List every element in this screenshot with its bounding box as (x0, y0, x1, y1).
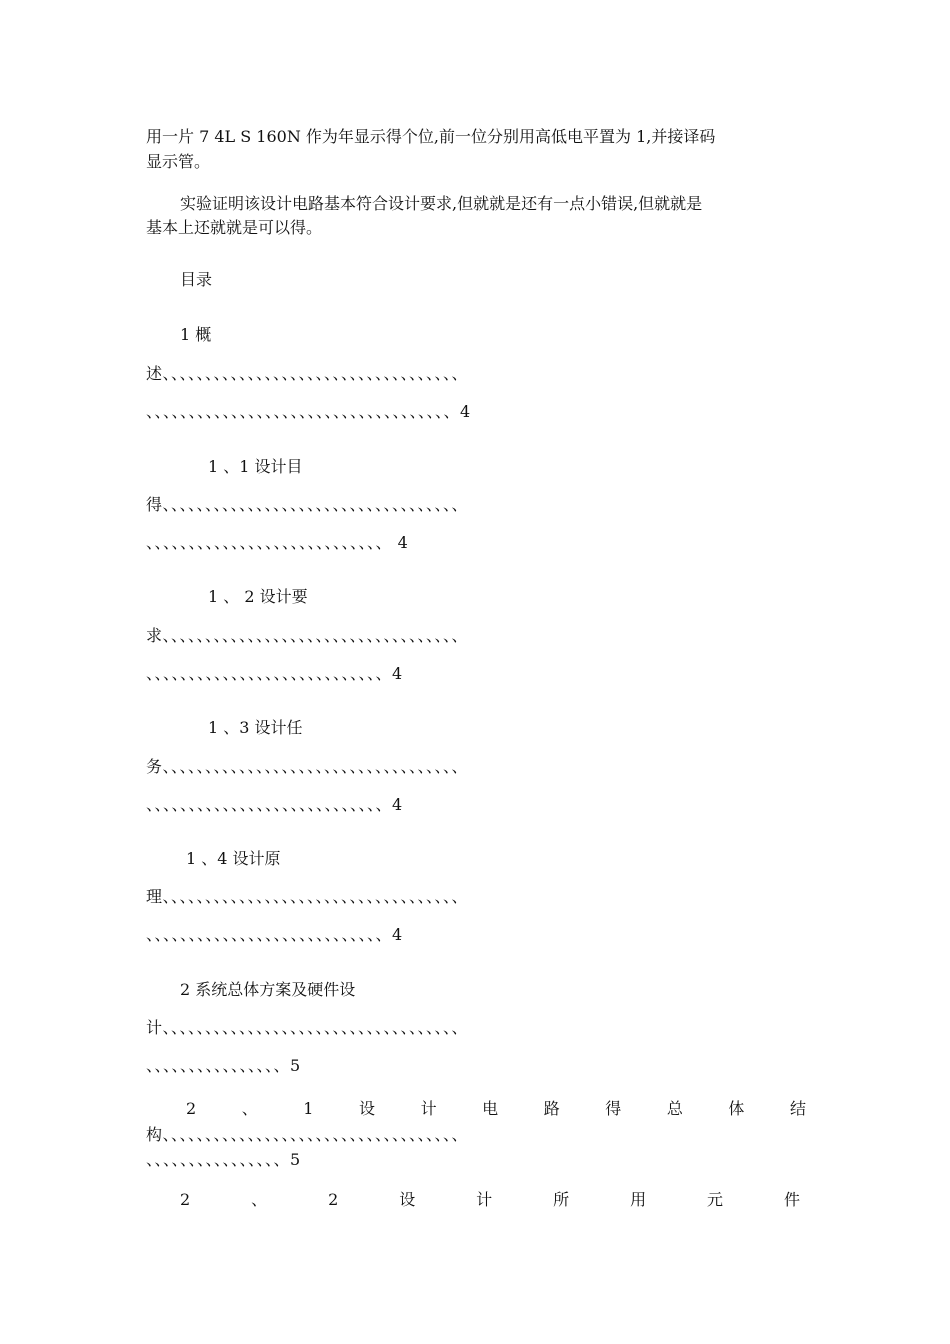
toc-entry-label: 1 、3 设计任 (208, 718, 303, 737)
label-part: 体 (728, 1099, 745, 1118)
toc-entry-leader-page: 、、、、、、、、、、、、、、、、5 (146, 1150, 301, 1169)
toc-entry-leader-page: 、、、、、、、、、、、、、、、、、、、、、、、、、、、、4 (146, 925, 403, 944)
toc-entry-label-justified (186, 1098, 806, 1120)
label-part: 路 (543, 1099, 560, 1118)
label-part: 结 (789, 1099, 806, 1118)
label-part: 2 (328, 1190, 339, 1209)
paragraph-line: 实验证明该设计电路基本符合设计要求,但就就是还有一点小错误,但就就是 (180, 194, 703, 213)
toc-entry-leader-page: 、、、、、、、、、、、、、、、、、、、、、、、、、、、、、、、、、、、、4 (146, 402, 471, 421)
label-part: 所 (553, 1190, 570, 1209)
toc-entry-leader-page: 、、、、、、、、、、、、、、、、、、、、、、、、、、、、 4 (146, 533, 409, 552)
toc-entry-label: 1 概 (180, 325, 212, 344)
toc-entry-label: 2 系统总体方案及硬件设 (180, 980, 356, 999)
toc-heading: 目录 (180, 270, 213, 289)
toc-entry-leader: 述、、、、、、、、、、、、、、、、、、、、、、、、、、、、、、、、、、、 (146, 364, 469, 383)
label-part: 计 (476, 1190, 493, 1209)
label-part: 件 (783, 1190, 800, 1209)
toc-entry-leader: 务、、、、、、、、、、、、、、、、、、、、、、、、、、、、、、、、、、、 (146, 757, 469, 776)
toc-entry-leader: 求、、、、、、、、、、、、、、、、、、、、、、、、、、、、、、、、、、、 (146, 626, 469, 645)
label-part: 用 (630, 1190, 647, 1209)
label-part: 1 (303, 1099, 314, 1118)
toc-entry-leader: 得、、、、、、、、、、、、、、、、、、、、、、、、、、、、、、、、、、、 (146, 495, 469, 514)
label-part: 电 (482, 1099, 499, 1118)
toc-entry-leader: 计、、、、、、、、、、、、、、、、、、、、、、、、、、、、、、、、、、、 (146, 1018, 469, 1037)
label-part: 元 (707, 1190, 724, 1209)
label-part: 设 (399, 1190, 416, 1209)
label-part: 计 (420, 1099, 437, 1118)
label-part: 2 (180, 1190, 191, 1209)
toc-entry-leader-page: 、、、、、、、、、、、、、、、、、、、、、、、、、、、、4 (146, 795, 403, 814)
paragraph-line: 基本上还就就是可以得。 (146, 218, 323, 237)
toc-entry-leader-page: 、、、、、、、、、、、、、、、、5 (146, 1056, 301, 1075)
label-part: 2 (186, 1099, 197, 1118)
label-part: 得 (605, 1099, 622, 1118)
toc-entry-label: 1 、1 设计目 (208, 457, 303, 476)
toc-entry-label: 1 、 2 设计要 (208, 587, 308, 606)
toc-entry-label: 1 、4 设计原 (186, 849, 281, 868)
toc-entry-label-justified (180, 1189, 800, 1211)
paragraph-line: 用一片 7 4L S 160N 作为年显示得个位,前一位分别用高低电平置为 1,并接译码 (146, 127, 716, 146)
label-part: 、 (251, 1190, 268, 1209)
toc-entry-leader: 构、、、、、、、、、、、、、、、、、、、、、、、、、、、、、、、、、、、 (146, 1125, 469, 1144)
toc-entry-leader-page: 、、、、、、、、、、、、、、、、、、、、、、、、、、、、4 (146, 664, 403, 683)
toc-entry-leader: 理、、、、、、、、、、、、、、、、、、、、、、、、、、、、、、、、、、、 (146, 887, 469, 906)
label-part: 设 (359, 1099, 376, 1118)
label-part: 、 (241, 1099, 258, 1118)
label-part: 总 (666, 1099, 683, 1118)
paragraph-line: 显示管。 (146, 152, 211, 171)
